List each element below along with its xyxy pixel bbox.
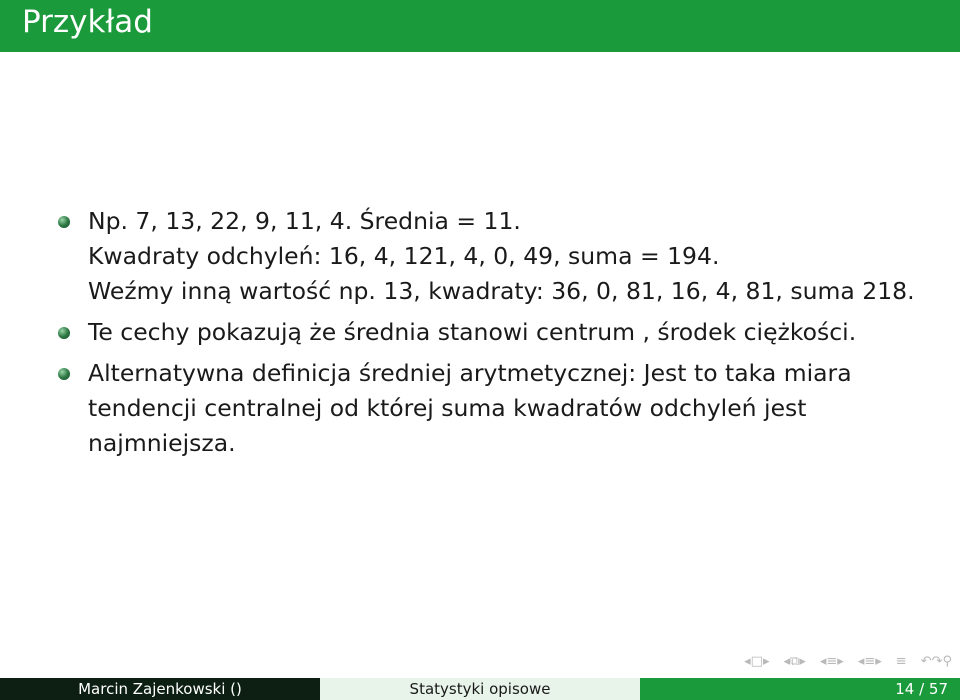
section-next-icon[interactable]: ▸ <box>837 653 844 669</box>
bullet-icon <box>58 216 70 228</box>
subframe-navigation[interactable] <box>783 654 805 669</box>
footer-author: Marcin Zajenkowski () <box>0 678 320 700</box>
search-icon[interactable]: ↶↷⚲ <box>920 653 952 669</box>
bullet-text-line: Alternatywna definicja średniej arytmetycznej: Jest to taka miara <box>88 359 852 387</box>
slide-content <box>58 204 928 467</box>
bullet-text-line: Te cechy pokazują że średnia stanowi centrum , środek ciężkości. <box>88 318 857 346</box>
subsection-next-icon[interactable]: ▸ <box>875 653 882 669</box>
subframe-icon[interactable]: ⧉ <box>790 653 800 669</box>
section-navigation[interactable] <box>820 654 844 669</box>
bullet-item <box>58 315 928 350</box>
slide-title: Przykład <box>0 0 960 52</box>
bullet-text-line: Np. 7, 13, 22, 9, 11, 4. Średnia = 11. <box>88 207 521 235</box>
subframe-next-icon[interactable]: ▸ <box>799 653 806 669</box>
footer-page-number: 14 / 57 <box>640 678 960 700</box>
bullet-icon <box>58 327 70 339</box>
frame-prev-icon[interactable]: ◂ <box>744 653 751 669</box>
toc-icon[interactable]: ≡ <box>895 653 907 669</box>
slide-footer <box>0 678 960 700</box>
section-prev-icon[interactable]: ◂ <box>819 653 827 669</box>
beamer-navigation-bar <box>744 650 952 672</box>
bullet-text-line: tendencji centralnej od której suma kwadratów odchyleń jest <box>88 394 807 422</box>
bullet-text-line: Weźmy inną wartość np. 13, kwadraty: 36, 0, 81, 16, 4, 81, suma 218. <box>88 277 915 305</box>
bullet-icon <box>58 368 70 380</box>
subsection-navigation[interactable] <box>858 654 882 669</box>
footer-title: Statystyki opisowe <box>320 678 640 700</box>
bullet-text-line: Kwadraty odchyleń: 16, 4, 121, 4, 0, 49, suma = 194. <box>88 242 720 270</box>
frame-navigation[interactable] <box>744 654 769 669</box>
frame-icon[interactable]: □ <box>750 653 763 669</box>
subsection-prev-icon[interactable]: ◂ <box>857 653 865 669</box>
subframe-prev-icon[interactable]: ◂ <box>783 653 791 669</box>
bullet-item <box>58 356 928 461</box>
section-icon[interactable]: ≡ <box>826 653 838 669</box>
bullet-text-line: najmniejsza. <box>88 429 236 457</box>
subsection-icon[interactable]: ≡ <box>864 653 876 669</box>
bullet-item <box>58 204 928 309</box>
frame-next-icon[interactable]: ▸ <box>762 653 770 669</box>
